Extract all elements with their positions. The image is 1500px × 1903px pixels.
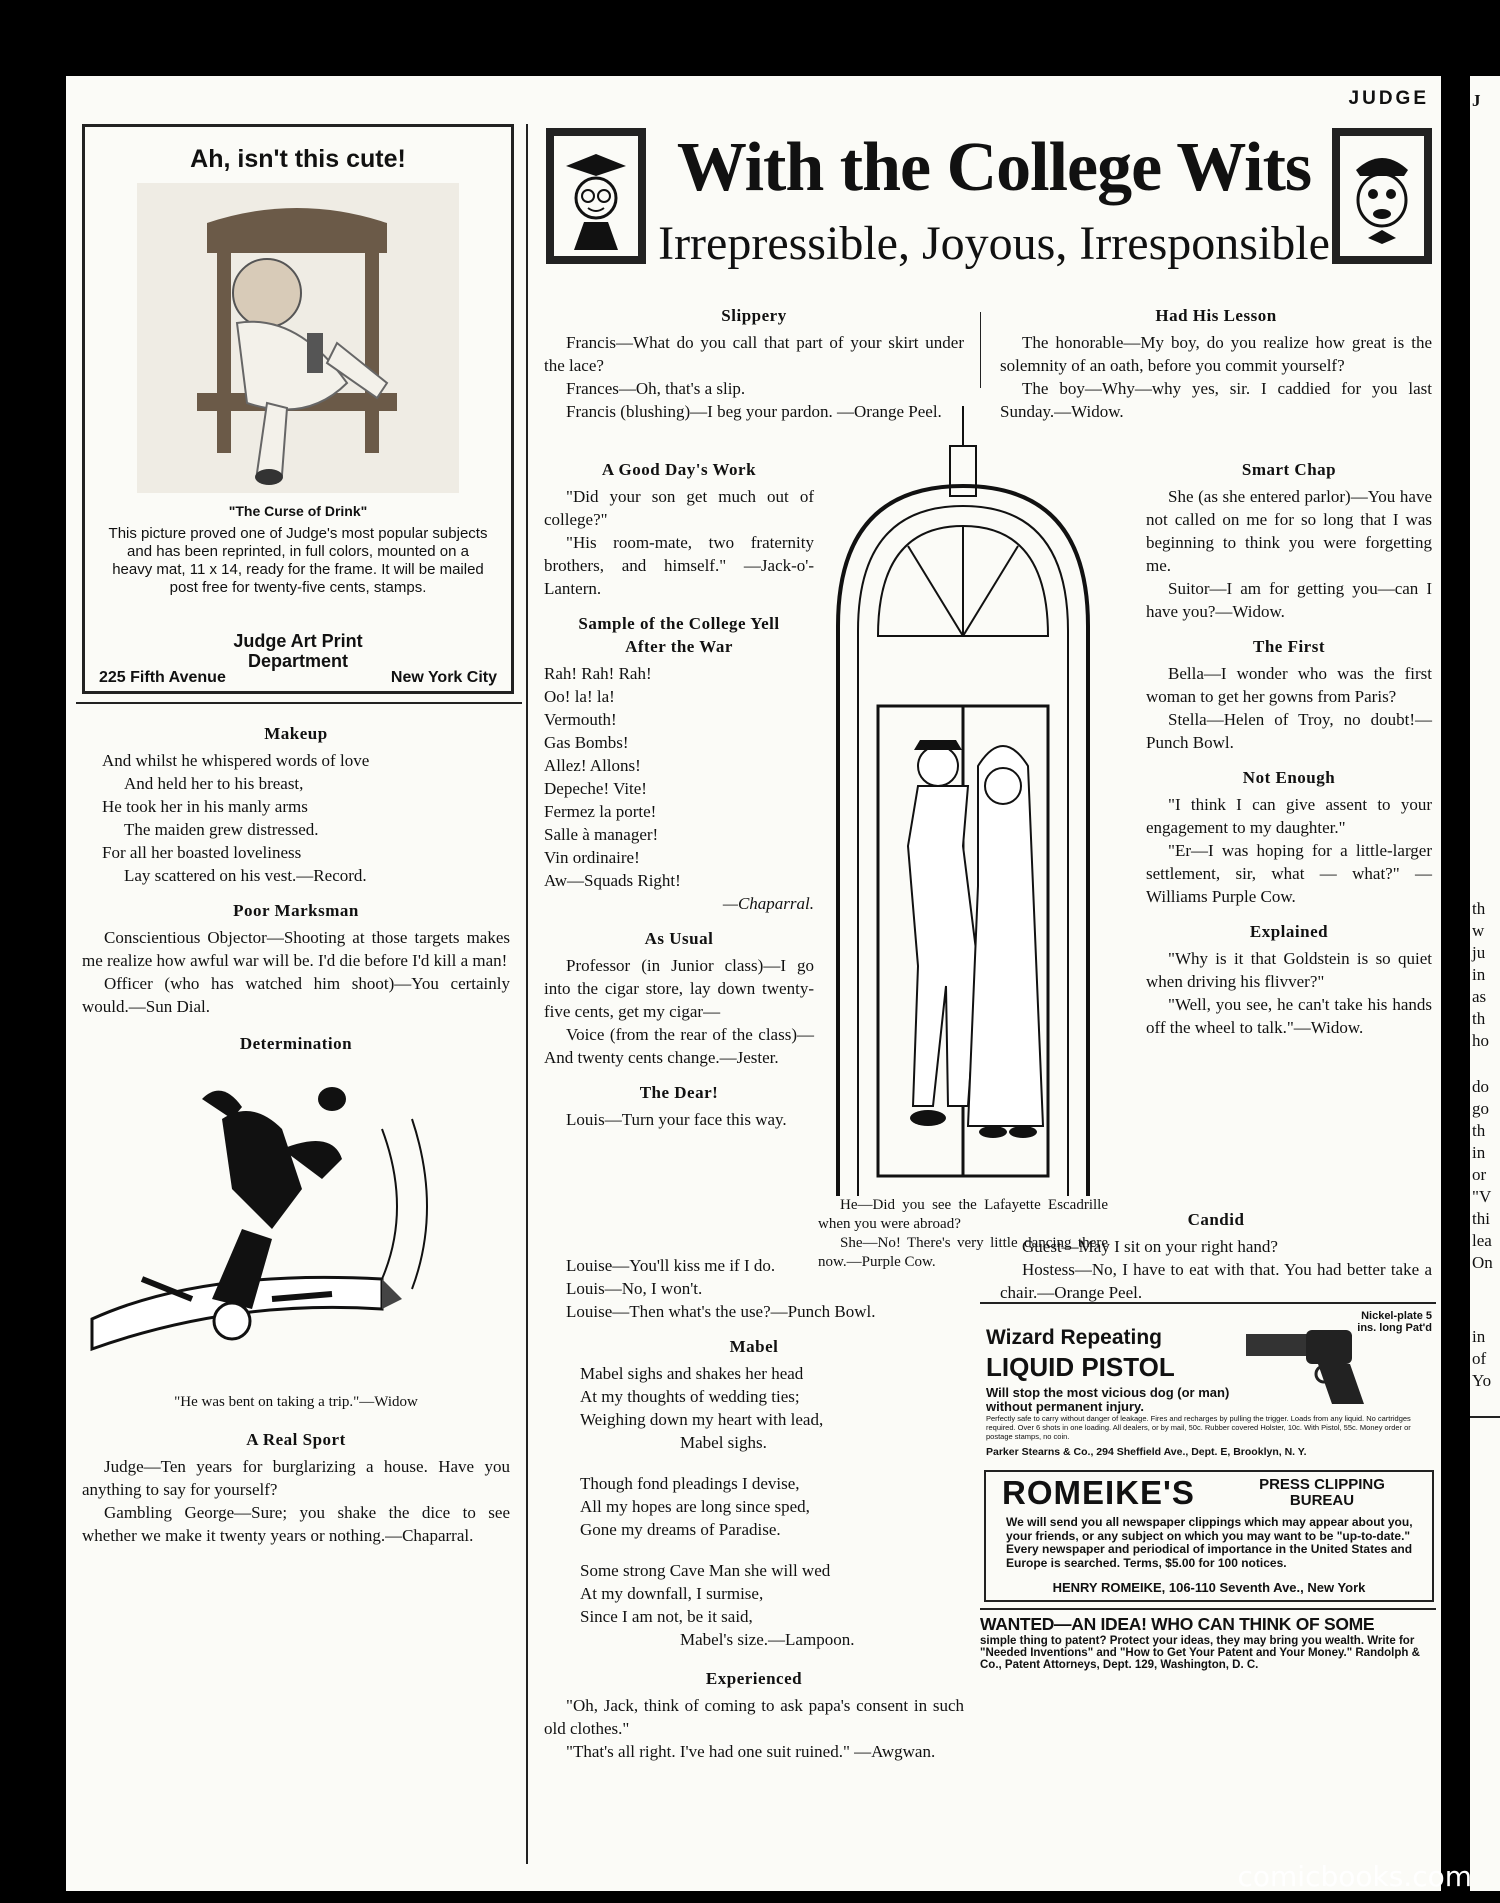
dear-line: Louise—You'll kiss me if I do. xyxy=(566,1256,776,1275)
header-title: With the College Wits xyxy=(676,129,1312,206)
caricature-portrait-icon xyxy=(1330,126,1434,266)
marksman-title: Poor Marksman xyxy=(233,901,359,920)
art-print-city: New York City xyxy=(390,669,497,686)
mabel-line: Mabel sighs. xyxy=(680,1433,767,1452)
first-p2: Stella—Helen of Troy, no doubt!—Punch Bowl. xyxy=(1146,710,1432,752)
mabel-line: All my hopes are long since sped, xyxy=(580,1497,810,1516)
facing-page-fragment: lea xyxy=(1472,1231,1492,1250)
explained-p2: "Well, you see, he can't take his hands off the wheel to talk."—Widow. xyxy=(1146,995,1432,1037)
pistol-line2: LIQUID PISTOL xyxy=(986,1352,1175,1382)
marksman-p1: Conscientious Objector—Shooting at those targets makes me realize how awful war will be. I'd die before I'd kill a man! xyxy=(82,928,510,970)
first-title: The First xyxy=(1252,637,1326,656)
yell-line: Gas Bombs! xyxy=(544,733,629,752)
yell-source: —Chaparral. xyxy=(722,894,814,913)
experienced-p1: "Oh, Jack, think of coming to ask papa's consent in such old clothes." xyxy=(544,1696,964,1738)
verse-line: And held her to his breast, xyxy=(124,774,304,793)
yell-line: Fermez la porte! xyxy=(544,802,657,821)
mabel-line: At my thoughts of wedding ties; xyxy=(580,1387,800,1406)
yell-line: Vin ordinaire! xyxy=(544,848,640,867)
graduate-portrait-icon xyxy=(544,126,648,266)
romeike-ad xyxy=(984,1470,1434,1602)
verse-line: The maiden grew distressed. xyxy=(124,820,319,839)
cartoon-caption-line2: She—No! There's very little dancing there now.—Purple Cow. xyxy=(818,1235,1108,1270)
art-print-address: 225 Fifth Avenue xyxy=(99,669,226,686)
dear-line: Louis—No, I won't. xyxy=(566,1279,703,1298)
goodday-line: "His room-mate, two fraternity brothers, and himself." —Jack-o'-Lantern. xyxy=(544,533,814,598)
art-print-headline: Ah, isn't this cute! xyxy=(190,145,406,173)
romeike-tag2: BUREAU xyxy=(1289,1492,1355,1509)
facing-page-fragment: of xyxy=(1472,1349,1487,1368)
slippery-line: Francis—What do you call that part of your skirt under the lace? xyxy=(544,333,964,375)
facing-page-fragment: J xyxy=(1472,91,1481,110)
art-print-dept-line2: Department xyxy=(247,651,349,671)
facing-page-edge xyxy=(1470,76,1500,1891)
smart-title: Smart Chap xyxy=(1241,460,1337,479)
yell-line: Rah! Rah! Rah! xyxy=(544,664,652,683)
facing-page-fragment: w xyxy=(1472,921,1485,940)
mabel-line: At my downfall, I surmise, xyxy=(580,1584,764,1603)
dear-title: The Dear! xyxy=(639,1083,719,1102)
experienced-title: Experienced xyxy=(705,1669,803,1688)
romeike-name: ROMEIKE'S xyxy=(1002,1474,1195,1511)
goodday-title: A Good Day's Work xyxy=(601,460,757,479)
idea-headline: WANTED—AN IDEA! WHO CAN THINK OF SOME xyxy=(980,1614,1375,1634)
notenough-p2: "Er—I was hoping for a little-larger settlement, sir, what — what?" — Williams Purple Cow. xyxy=(1146,841,1432,906)
left-column-rule-horizontal xyxy=(76,702,522,704)
verse-line: And whilst he whispered words of love xyxy=(102,751,370,770)
lesson-p2: The boy—Why—why yes, sir. I caddied for you last Sunday.—Widow. xyxy=(1000,379,1432,421)
art-print-ad xyxy=(82,124,514,694)
middle-lower-column xyxy=(544,1254,964,1763)
slippery-title: Slippery xyxy=(721,306,787,325)
usual-p1: Professor (in Junior class)—I go into the cigar store, lay down twenty-five cents, get my cigar— xyxy=(544,956,814,1021)
lesson-p1: The honorable—My boy, do you realize how great is the solemnity of an oath, before you commit yourself? xyxy=(1000,333,1432,375)
facing-page-fragment: do xyxy=(1472,1077,1489,1096)
slippery-line: Francis (blushing)—I beg your pardon. —Orange Peel. xyxy=(566,402,942,421)
header-banner xyxy=(544,126,1434,308)
running-head: JUDGE xyxy=(1348,88,1429,109)
idea-body: simple thing to patent? Protect your ideas, they may bring you wealth. Write for "Needed Inventions" and "How to Get Your Patent and Your Money." Randolph & Co., Patent Attorneys, Dept. 129, Washington, D. C. xyxy=(980,1635,1420,1671)
liquid-pistol-ad xyxy=(980,1310,1436,1460)
smart-p2: Suitor—I am for getting you—can I have you?—Widow. xyxy=(1146,579,1432,621)
right-narrow-column xyxy=(1146,458,1432,1039)
facing-page-fragment: or xyxy=(1472,1165,1487,1184)
facing-page-fragment: ho xyxy=(1472,1031,1489,1050)
usual-title: As Usual xyxy=(644,929,714,948)
smart-p1: She (as she entered parlor)—You have not called on me for so long that I was beginning to think you were forgetting me. xyxy=(1146,487,1432,575)
goodday-line: "Did your son get much out of college?" xyxy=(544,487,814,529)
tripping-man-cartoon xyxy=(82,1059,510,1389)
dear-line: Louis—Turn your face this way. xyxy=(566,1110,787,1129)
verse-line: He took her in his manly arms xyxy=(102,797,308,816)
usual-p2: Voice (from the rear of the class)—And twenty cents change.—Jester. xyxy=(544,1025,814,1067)
facing-page-fragment: th xyxy=(1472,1009,1486,1028)
mabel-line: Since I am not, be it said, xyxy=(580,1607,753,1626)
yell-line: Depeche! Vite! xyxy=(544,779,647,798)
mabel-title: Mabel xyxy=(729,1337,779,1356)
art-print-caption: "The Curse of Drink" xyxy=(228,503,368,519)
pistol-icon xyxy=(1246,1326,1376,1406)
makeup-title: Makeup xyxy=(264,724,328,743)
romeike-address: HENRY ROMEIKE, 106-110 Seventh Ave., New York xyxy=(1052,1580,1366,1595)
explained-p1: "Why is it that Goldstein is so quiet when driving his flivver?" xyxy=(1146,949,1432,991)
watermark: comicbooks.com xyxy=(1237,1860,1472,1893)
ads-rule-top xyxy=(980,1302,1436,1304)
facing-page-fragment: thi xyxy=(1472,1209,1490,1228)
facing-page-fragment: On xyxy=(1472,1253,1493,1272)
pistol-line1: Wizard Repeating xyxy=(986,1326,1162,1349)
middle-narrow-column xyxy=(544,458,814,1131)
facing-page-fragment: in xyxy=(1472,1143,1486,1162)
notenough-p1: "I think I can give assent to your engagement to my daughter." xyxy=(1146,795,1432,837)
marksman-p2: Officer (who has watched him shoot)—You certainly would.—Sun Dial. xyxy=(82,974,510,1016)
pistol-small: Perfectly safe to carry without danger of leakage. Fires and recharges by pulling the trigger. Loads from any liquid. No cartridges required. Over 6 shots in one loading. All dealers, or by mail, 50c. Rubber covered Holster, 10c. With Pistol, 55c. Money order or postage stamps, no coin. xyxy=(986,1414,1411,1441)
yell-title2: After the War xyxy=(625,637,733,656)
facing-page-fragment: "V xyxy=(1472,1187,1492,1206)
cartoon-caption-line1: He—Did you see the Lafayette Escadrille when you were abroad? xyxy=(818,1197,1108,1232)
column-rule-middle xyxy=(980,312,981,388)
candid-title: Candid xyxy=(1187,1210,1245,1229)
facing-page-fragment: as xyxy=(1472,987,1487,1006)
mabel-verse xyxy=(544,1362,964,1651)
mabel-line: Gone my dreams of Paradise. xyxy=(580,1520,781,1539)
mabel-line: Some strong Cave Man she will wed xyxy=(580,1561,831,1580)
makeup-verse xyxy=(82,749,510,887)
experienced-p2: "That's all right. I've had one suit ruined." —Awgwan. xyxy=(566,1742,936,1761)
baby-in-chair-illustration xyxy=(137,183,459,493)
art-print-dept-line1: Judge Art Print xyxy=(233,631,363,651)
candid-p1: Guest—May I sit on your right hand? xyxy=(1022,1237,1278,1256)
mabel-line: Mabel sighs and shakes her head xyxy=(580,1364,804,1383)
patent-idea-ad xyxy=(980,1608,1436,1690)
yell-line: Salle à manager! xyxy=(544,825,659,844)
column-rule-left xyxy=(526,124,528,1864)
determination-caption: "He was bent on taking a trip."—Widow xyxy=(174,1394,418,1410)
romeike-body: We will send you all newspaper clippings which may appear about you, your friends, or any subject on which you may want to be "up-to-date." Every newspaper and periodical of importance in the United States and Europe is searched. Terms, $5.00 for 100 notices. xyxy=(1006,1515,1413,1570)
dear-line: Louise—Then what's the use?—Punch Bowl. xyxy=(566,1302,876,1321)
facing-page-fragment: in xyxy=(1472,1327,1486,1346)
verse-line: For all her boasted loveliness xyxy=(102,843,302,862)
facing-page-fragment: in xyxy=(1472,965,1486,984)
soldier-nurse-cartoon xyxy=(818,406,1108,1206)
yell-line: Aw—Squads Right! xyxy=(544,871,681,890)
yell-verse xyxy=(544,662,814,915)
right-column xyxy=(1000,304,1432,423)
mabel-line: Though fond pleadings I devise, xyxy=(580,1474,800,1493)
explained-title: Explained xyxy=(1249,922,1329,941)
facing-page-fragment: th xyxy=(1472,899,1486,918)
lesson-title: Had His Lesson xyxy=(1155,306,1277,325)
verse-line: Lay scattered on his vest.—Record. xyxy=(124,866,367,885)
pistol-tag: Nickel-plate 5 ins. long Pat'd xyxy=(1357,1310,1432,1334)
determination-title: Determination xyxy=(239,1034,353,1053)
yell-line: Vermouth! xyxy=(544,710,617,729)
facing-page-fragment: go xyxy=(1472,1099,1489,1118)
facing-page-fragment: ju xyxy=(1472,943,1486,962)
sport-title: A Real Sport xyxy=(246,1430,346,1449)
yell-line: Allez! Allons! xyxy=(544,756,641,775)
left-column xyxy=(82,722,510,1547)
magazine-page xyxy=(66,76,1441,1891)
candid-block xyxy=(1000,1208,1432,1304)
notenough-title: Not Enough xyxy=(1242,768,1336,787)
sport-p2: Gambling George—Sure; you shake the dice to see whether we make it twenty years or nothing.—Chaparral. xyxy=(82,1503,510,1545)
facing-page-fragment: Yo xyxy=(1472,1371,1492,1390)
pistol-sub: Will stop the most vicious dog (or man) without permanent injury. xyxy=(986,1385,1230,1414)
candid-p2: Hostess—No, I have to eat with that. You had better take a chair.—Orange Peel. xyxy=(1000,1260,1432,1302)
mabel-line: Mabel's size.—Lampoon. xyxy=(680,1630,855,1649)
facing-page-fragment: th xyxy=(1472,1121,1486,1140)
first-p1: Bella—I wonder who was the first woman to get her gowns from Paris? xyxy=(1146,664,1432,706)
pistol-address: Parker Stearns & Co., 294 Sheffield Ave., Dept. E, Brooklyn, N. Y. xyxy=(986,1446,1307,1458)
header-subtitle: Irrepressible, Joyous, Irresponsible xyxy=(658,217,1330,270)
sport-p1: Judge—Ten years for burglarizing a house. Have you anything to say for yourself? xyxy=(82,1457,510,1499)
mabel-line: Weighing down my heart with lead, xyxy=(580,1410,824,1429)
art-print-body: This picture proved one of Judge's most popular subjects and has been reprinted, in full colors, mounted on a heavy mat, 11 x 14, ready for the frame. It will be mailed post free for twenty-five cents, stamps. xyxy=(108,525,488,596)
slippery-line: Frances—Oh, that's a slip. xyxy=(566,379,746,398)
facing-page-rule xyxy=(1470,1416,1500,1418)
yell-line: Oo! la! la! xyxy=(544,687,615,706)
romeike-tag1: PRESS CLIPPING xyxy=(1259,1476,1385,1493)
yell-title: Sample of the College Yell xyxy=(578,614,780,633)
